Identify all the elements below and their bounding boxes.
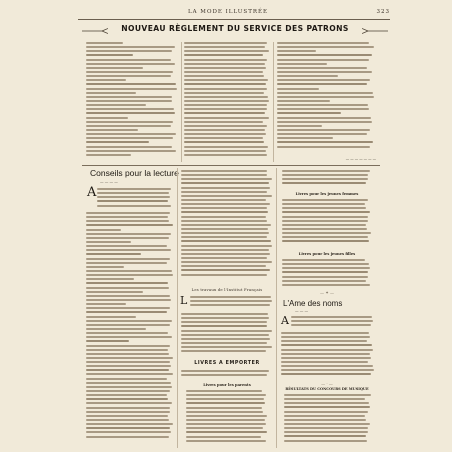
- text-line: [281, 373, 371, 375]
- text-line: [86, 402, 172, 404]
- text-line: [277, 71, 372, 73]
- text-line: [277, 46, 374, 48]
- drop-cap: A: [281, 314, 289, 327]
- text-line: [181, 191, 267, 193]
- text-line: [282, 284, 370, 286]
- text-line: [282, 224, 366, 226]
- text-line: [277, 125, 322, 127]
- text-line: [86, 427, 170, 429]
- top-column-1-text: [86, 42, 178, 160]
- text-line: [86, 88, 177, 90]
- main-article-title: NOUVEAU RÈGLEMENT DU SERVICE DES PATRONS: [121, 24, 349, 33]
- text-line: [184, 42, 267, 44]
- text-line: [281, 332, 369, 334]
- text-line: [97, 192, 169, 194]
- text-line: [86, 278, 134, 280]
- text-line: [184, 150, 266, 152]
- text-line: [284, 431, 368, 433]
- text-line: [184, 146, 268, 148]
- text-line: [86, 129, 138, 131]
- text-line: [181, 203, 270, 205]
- text-line: [86, 245, 167, 247]
- text-line: [184, 96, 268, 98]
- text-line: [86, 133, 176, 135]
- text-line: [277, 121, 372, 123]
- column-separator: [273, 42, 274, 162]
- text-line: [86, 373, 173, 375]
- text-line: [86, 46, 175, 48]
- text-line: [86, 54, 133, 56]
- text-line: [282, 232, 371, 234]
- text-line: [86, 303, 126, 305]
- text-line: [181, 240, 271, 242]
- text-line: [277, 146, 370, 148]
- text-line: [184, 50, 269, 52]
- ornament-divider: — · —: [321, 381, 333, 386]
- article-signature: — — — — — — —: [345, 157, 376, 161]
- text-line: [181, 174, 267, 176]
- text-line: [277, 92, 373, 94]
- text-line: [282, 203, 365, 205]
- text-line: [86, 423, 173, 425]
- text-line: [86, 141, 149, 143]
- text-line: [181, 178, 272, 180]
- text-line: [186, 436, 261, 438]
- text-line: [184, 108, 267, 110]
- text-line: [181, 342, 267, 344]
- text-line: [277, 112, 341, 114]
- text-line: [277, 67, 367, 69]
- text-line: [281, 357, 371, 359]
- text-line: [181, 182, 269, 184]
- text-line: [86, 415, 168, 417]
- text-line: [181, 245, 272, 247]
- text-line: [86, 324, 170, 326]
- page-number: 323: [376, 9, 390, 15]
- text-line: [277, 54, 372, 56]
- text-line: [86, 340, 129, 342]
- reading-article-byline: — — — —: [100, 180, 118, 184]
- text-line: [277, 129, 370, 131]
- reading-column-text: [97, 188, 172, 210]
- text-line: [86, 79, 126, 81]
- text-line: [181, 317, 269, 319]
- text-line: [284, 419, 366, 421]
- middle-column-text: [181, 170, 273, 282]
- text-line: [284, 415, 365, 417]
- text-line: [86, 320, 172, 322]
- text-line: [281, 336, 370, 338]
- text-line: [184, 71, 263, 73]
- text-line: [86, 233, 171, 235]
- text-line: [86, 394, 167, 396]
- text-line: [181, 325, 267, 327]
- text-line: [190, 300, 272, 302]
- text-line: [284, 394, 371, 396]
- text-line: [277, 137, 333, 139]
- text-line: [181, 313, 268, 315]
- text-line: [86, 92, 136, 94]
- text-line: [86, 378, 167, 380]
- text-line: [190, 296, 271, 298]
- text-line: [181, 199, 266, 201]
- text-line: [181, 346, 272, 348]
- text-line: [277, 50, 316, 52]
- middle-column-text-4: [181, 370, 273, 380]
- text-line: [181, 249, 269, 251]
- text-line: [277, 42, 369, 44]
- text-line: [181, 265, 266, 267]
- text-line: [281, 344, 372, 346]
- running-title: LA MODE ILLUSTRÉE: [187, 9, 269, 15]
- text-line: [181, 211, 268, 213]
- text-line: [86, 407, 170, 409]
- text-line: [184, 141, 264, 143]
- text-line: [184, 121, 263, 123]
- text-line: [86, 137, 173, 139]
- text-line: [277, 104, 368, 106]
- soul-of-names-title: L'Ame des noms: [283, 299, 343, 308]
- text-line: [86, 311, 167, 313]
- text-line: [284, 427, 368, 429]
- text-line: [281, 369, 374, 371]
- text-line: [86, 295, 170, 297]
- text-line: [181, 187, 270, 189]
- text-line: [184, 79, 268, 81]
- text-line: [281, 353, 370, 355]
- soul-of-names-text: [291, 316, 375, 330]
- text-line: [184, 125, 267, 127]
- text-line: [184, 83, 266, 85]
- text-line: [277, 100, 330, 102]
- text-line: [291, 324, 371, 326]
- text-line: [282, 259, 365, 261]
- text-line: [86, 411, 170, 413]
- text-line: [86, 59, 171, 61]
- top-column-2-text: [184, 42, 270, 160]
- text-line: [277, 83, 367, 85]
- text-line: [86, 365, 171, 367]
- text-line: [86, 71, 173, 73]
- text-line: [86, 237, 169, 239]
- text-line: [282, 207, 366, 209]
- text-line: [86, 274, 173, 276]
- text-line: [284, 440, 367, 442]
- text-line: [284, 406, 370, 408]
- text-line: [181, 257, 267, 259]
- text-line: [277, 59, 369, 61]
- header-rule: [78, 19, 390, 20]
- text-line: [184, 67, 266, 69]
- text-line: [181, 220, 267, 222]
- text-line: [86, 419, 169, 421]
- text-line: [86, 258, 170, 260]
- text-line: [282, 199, 368, 201]
- ornament-divider: — ✦ —: [320, 290, 334, 295]
- text-line: [86, 42, 123, 44]
- text-line: [86, 299, 171, 301]
- text-line: [186, 394, 266, 396]
- text-line: [181, 334, 269, 336]
- text-line: [277, 75, 338, 77]
- young-women-books-heading: Livres pour les jeunes femmes: [295, 192, 359, 196]
- column-separator: [181, 42, 182, 162]
- drop-cap: A: [87, 185, 97, 200]
- text-line: [186, 390, 262, 392]
- text-line: [86, 345, 170, 347]
- text-line: [282, 236, 368, 238]
- text-line: [86, 117, 128, 119]
- music-contest-results-list: [284, 394, 372, 444]
- text-line: [86, 349, 168, 351]
- text-line: [86, 125, 171, 127]
- text-line: [86, 353, 169, 355]
- text-line: [284, 411, 368, 413]
- text-line: [181, 216, 266, 218]
- text-line: [86, 361, 170, 363]
- soul-of-names-byline: — — —: [295, 309, 309, 313]
- text-line: [86, 262, 167, 264]
- text-line: [86, 241, 131, 243]
- text-line: [184, 129, 265, 131]
- text-line: [282, 220, 368, 222]
- text-line: [86, 287, 169, 289]
- text-line: [97, 196, 170, 198]
- text-line: [86, 253, 141, 255]
- text-line: [282, 271, 368, 273]
- books-to-take-heading: LIVRES A EMPORTER: [194, 361, 260, 366]
- text-line: [184, 137, 263, 139]
- drop-cap: L: [180, 294, 188, 307]
- text-line: [86, 266, 124, 268]
- text-line: [284, 398, 365, 400]
- text-line: [86, 67, 143, 69]
- text-line: [184, 63, 265, 65]
- text-line: [181, 350, 266, 352]
- text-line: [184, 88, 267, 90]
- text-line: [86, 270, 172, 272]
- text-line: [184, 112, 265, 114]
- text-line: [86, 398, 168, 400]
- text-line: [181, 321, 267, 323]
- text-line: [277, 141, 373, 143]
- text-line: [282, 240, 369, 242]
- text-line: [184, 54, 263, 56]
- text-line: [86, 357, 173, 359]
- text-line: [86, 154, 131, 156]
- text-line: [282, 276, 368, 278]
- text-line: [277, 63, 327, 65]
- text-line: [97, 200, 168, 202]
- text-line: [86, 96, 172, 98]
- title-ornament-right-icon: [362, 28, 388, 34]
- text-line: [282, 263, 369, 265]
- text-line: [186, 398, 264, 400]
- text-line: [86, 112, 175, 114]
- text-line: [181, 195, 272, 197]
- text-line: [284, 402, 369, 404]
- book-list-top: [282, 170, 372, 188]
- text-line: [281, 349, 373, 351]
- text-line: [97, 205, 171, 207]
- text-line: [86, 83, 176, 85]
- middle-column-text-2: [190, 296, 273, 312]
- text-line: [97, 188, 171, 190]
- reading-column-text-continued: [86, 212, 174, 444]
- text-line: [186, 411, 263, 413]
- reading-article-title: Conseils pour la lecture: [90, 168, 179, 178]
- soul-of-names-text-continued: [281, 332, 375, 380]
- text-line: [181, 170, 267, 172]
- text-line: [277, 133, 367, 135]
- text-line: [181, 274, 267, 276]
- text-line: [190, 304, 270, 306]
- text-line: [181, 224, 271, 226]
- text-line: [184, 46, 265, 48]
- text-line: [181, 207, 267, 209]
- text-line: [281, 340, 367, 342]
- parents-books-heading: Livres pour les parents: [203, 383, 251, 387]
- text-line: [181, 261, 272, 263]
- text-line: [86, 382, 171, 384]
- text-line: [291, 316, 372, 318]
- music-contest-results-heading: RÉSULTATS DU CONCOURS DE MUSIQUE: [285, 387, 369, 391]
- text-line: [181, 374, 267, 376]
- text-line: [86, 229, 121, 231]
- text-line: [282, 182, 366, 184]
- middle-section-heading: Les travaux de l'Institut Français: [191, 287, 263, 292]
- text-line: [86, 307, 170, 309]
- text-line: [86, 146, 172, 148]
- text-line: [186, 427, 263, 429]
- text-line: [86, 282, 168, 284]
- middle-column-book-list: [186, 390, 268, 444]
- text-line: [184, 117, 269, 119]
- text-line: [277, 96, 374, 98]
- text-line: [282, 174, 368, 176]
- text-line: [184, 154, 267, 156]
- section-divider: [82, 165, 380, 166]
- text-line: [181, 330, 272, 332]
- text-line: [181, 236, 267, 238]
- text-line: [86, 249, 171, 251]
- text-line: [184, 75, 264, 77]
- text-line: [184, 133, 266, 135]
- text-line: [86, 386, 172, 388]
- text-line: [281, 361, 368, 363]
- column-separator: [177, 168, 178, 448]
- text-line: [86, 100, 172, 102]
- text-line: [277, 79, 370, 81]
- text-line: [282, 211, 370, 213]
- text-line: [277, 108, 369, 110]
- text-line: [186, 415, 267, 417]
- text-line: [181, 269, 270, 271]
- text-line: [277, 117, 371, 119]
- text-line: [181, 370, 269, 372]
- text-line: [181, 338, 270, 340]
- text-line: [86, 121, 173, 123]
- text-line: [86, 328, 146, 330]
- young-girls-books-heading: Livres pour les jeunes filles: [298, 252, 356, 256]
- text-line: [184, 104, 267, 106]
- text-line: [186, 431, 267, 433]
- text-line: [284, 435, 366, 437]
- text-line: [277, 88, 319, 90]
- top-column-3-text: [277, 42, 375, 154]
- text-line: [86, 390, 170, 392]
- text-line: [86, 75, 171, 77]
- text-line: [86, 104, 146, 106]
- text-line: [86, 224, 173, 226]
- text-line: [86, 431, 171, 433]
- text-line: [181, 232, 269, 234]
- text-line: [86, 316, 136, 318]
- text-line: [184, 100, 269, 102]
- text-line: [186, 419, 265, 421]
- text-line: [186, 440, 266, 442]
- column-separator: [276, 168, 277, 448]
- text-line: [282, 228, 367, 230]
- middle-column-text-3: [181, 313, 273, 357]
- text-line: [291, 320, 373, 322]
- text-line: [282, 216, 368, 218]
- text-line: [86, 336, 172, 338]
- text-line: [86, 436, 169, 438]
- text-line: [86, 50, 172, 52]
- text-line: [86, 212, 170, 214]
- text-line: [181, 253, 270, 255]
- text-line: [281, 365, 373, 367]
- text-line: [181, 228, 268, 230]
- text-line: [86, 150, 176, 152]
- text-line: [184, 59, 267, 61]
- text-line: [184, 92, 264, 94]
- text-line: [86, 291, 143, 293]
- text-line: [86, 332, 168, 334]
- text-line: [86, 369, 169, 371]
- text-line: [282, 170, 370, 172]
- young-girls-book-list: [282, 259, 372, 289]
- text-line: [86, 220, 169, 222]
- young-women-book-list: [282, 199, 372, 247]
- text-line: [284, 423, 370, 425]
- text-line: [282, 178, 368, 180]
- text-line: [86, 216, 168, 218]
- text-line: [186, 423, 266, 425]
- text-line: [186, 402, 265, 404]
- text-line: [282, 280, 366, 282]
- text-line: [186, 407, 262, 409]
- text-line: [86, 63, 175, 65]
- text-line: [86, 108, 174, 110]
- text-line: [282, 267, 370, 269]
